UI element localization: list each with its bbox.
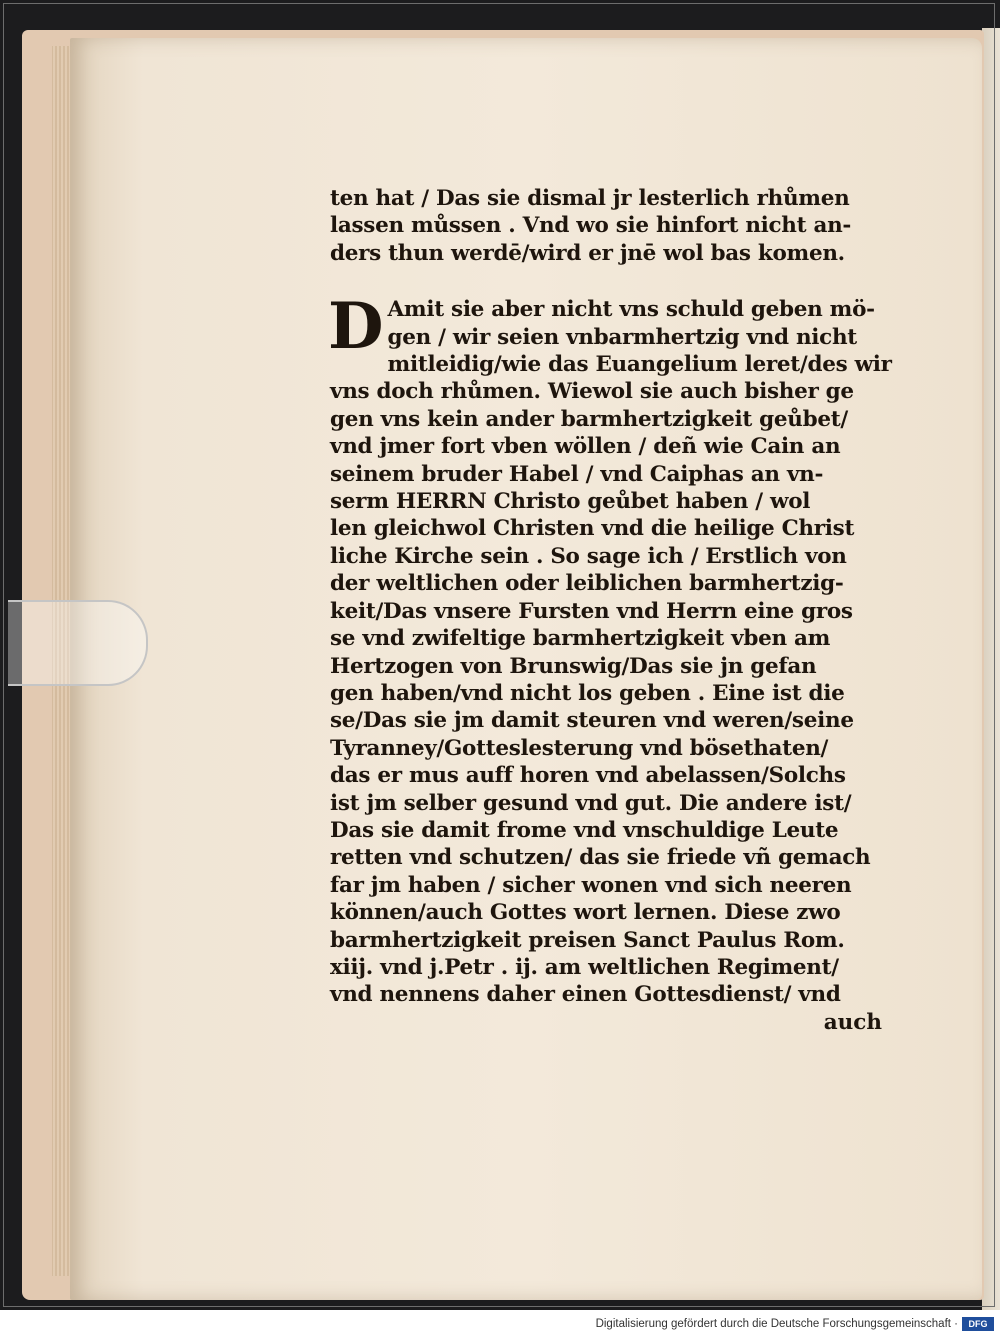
text-line: das er mus auff horen vnd abelassen/Solchs: [330, 763, 846, 789]
text-line: ist jm selber gesund vnd gut. Die andere ist/: [330, 790, 852, 816]
text-line: far jm haben / sicher wonen vnd sich neeren: [330, 872, 852, 898]
text-line: Hertzogen von Brunswig/Das sie jn gefan: [330, 653, 817, 679]
text-line: lassen můssen . Vnd wo sie hinfort nicht an-: [330, 213, 852, 239]
text-line: seinem bruder Habel / vnd Caiphas an vn-: [330, 461, 824, 487]
text-line: der weltlichen oder leiblichen barmhertzig-: [330, 571, 844, 597]
text-line: ten hat / Das sie dismal jr lesterlich rhůmen: [330, 186, 850, 211]
text-line: xiij. vnd j.Petr . ij. am weltlichen Regiment/: [330, 954, 839, 980]
text-line: se/Das sie jm damit steuren vnd weren/seine: [330, 708, 854, 734]
catchword: auch: [823, 1009, 882, 1035]
text-line: vns doch rhůmen. Wiewol sie auch bisher ge: [330, 379, 854, 405]
text-line: barmhertzigkeit preisen Sanct Paulus Rom.: [330, 927, 845, 953]
paragraph-2: [328, 289, 892, 1036]
footer-bar: [0, 1310, 1000, 1337]
text-line: serm HERRN Christo geůbet haben / wol: [330, 489, 811, 515]
text-line: Amit sie aber nicht vns schuld geben mö-: [387, 297, 875, 323]
text-line: liche Kirche sein . So sage ich / Erstlich von: [330, 543, 847, 569]
text-line: Das sie damit frome vnd vnschuldige Leute: [330, 817, 839, 843]
text-line: retten vnd schutzen/ das sie friede vñ gemach: [330, 845, 871, 871]
text-line: mitleidig/wie das Euangelium leret/des wir: [387, 352, 892, 378]
page-holder-tab: [8, 600, 148, 686]
page-text: [330, 185, 890, 1036]
text-line: gen vns kein ander barmhertzigkeit geůbet/: [330, 406, 848, 432]
text-line: vnd jmer fort vben wöllen / deñ wie Cain an: [330, 434, 841, 460]
dropcap-block: [328, 289, 890, 365]
text-line: se vnd zwifeltige barmhertzigkeit vben am: [330, 626, 831, 652]
text-line: können/auch Gottes wort lernen. Diese zwo: [330, 900, 841, 926]
paragraph-1: [330, 185, 890, 267]
funding-credit: Digitalisierung gefördert durch die Deutsche Forschungsgemeinschaft ·: [595, 1318, 958, 1330]
text-line: len gleichwol Christen vnd die heilige Christ: [330, 516, 855, 542]
dfg-logo: DFG: [962, 1317, 994, 1331]
text-line: vnd nennens daher einen Gottesdienst/ vnd: [330, 982, 841, 1008]
text-line: Tyranney/Gotteslesterung vnd bösethaten/: [330, 735, 829, 761]
text-line: gen / wir seien vnbarmhertzig vnd nicht: [387, 324, 857, 350]
text-line: gen haben/vnd nicht los geben . Eine ist die: [330, 680, 845, 706]
text-line: ders thun werdē/wird er jnē wol bas komen.: [330, 240, 845, 266]
drop-capital: D: [328, 289, 384, 365]
text-line: keit/Das vnsere Fursten vnd Herrn eine gros: [330, 598, 853, 624]
